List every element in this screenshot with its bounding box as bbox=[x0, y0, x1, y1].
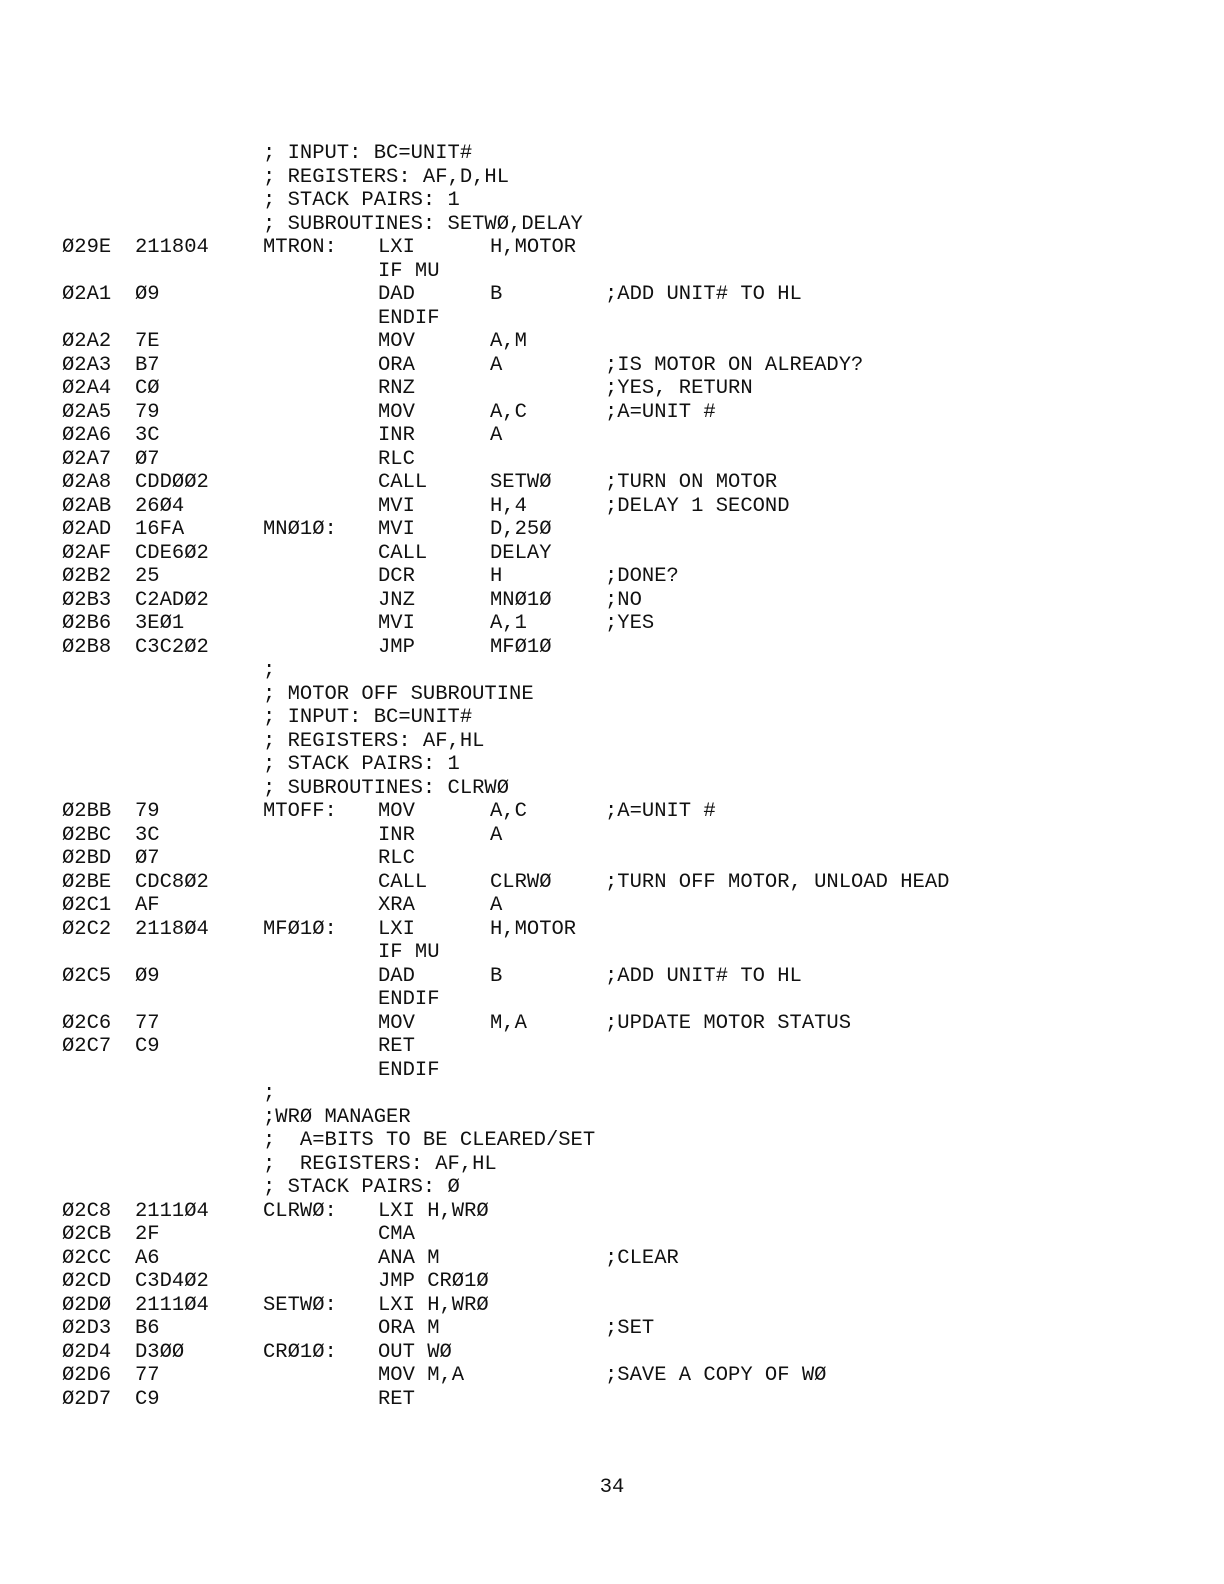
line-address: Ø2A4 bbox=[62, 377, 112, 400]
line-opcode-bytes: 7E bbox=[135, 330, 160, 353]
line-address: Ø2AD bbox=[62, 518, 112, 541]
line-address: Ø2D4 bbox=[62, 1340, 112, 1364]
line-operand: A,C bbox=[490, 400, 527, 424]
line-opcode-bytes: 211804 bbox=[135, 236, 209, 259]
line-comment: ;YES, RETURN bbox=[605, 377, 753, 400]
line-address: Ø2D6 bbox=[62, 1364, 112, 1387]
line-mnemonic: CALL bbox=[378, 541, 428, 565]
line-opcode-bytes: AF bbox=[135, 894, 160, 917]
line-comment: ;YES bbox=[605, 612, 655, 635]
line-opcode-bytes: 2111Ø4 bbox=[135, 1293, 209, 1317]
line-mnemonic: LXI bbox=[378, 236, 415, 259]
line-opcode-bytes: A6 bbox=[135, 1246, 160, 1270]
line-opcode-bytes: 26Ø4 bbox=[135, 494, 185, 518]
line-opcode-bytes: C3D4Ø2 bbox=[135, 1270, 209, 1293]
listing-comment-line: ; SUBROUTINES: SETWØ,DELAY bbox=[263, 212, 583, 236]
line-operand: H,MOTOR bbox=[490, 236, 577, 259]
line-mnemonic: MVI bbox=[378, 494, 415, 518]
line-mnemonic: LXI H,WRØ bbox=[378, 1199, 489, 1223]
line-comment: ;NO bbox=[605, 588, 642, 612]
line-operand: SETWØ bbox=[490, 471, 552, 494]
listing-comment-line: ; MOTOR OFF SUBROUTINE bbox=[263, 682, 534, 706]
line-label: MFØ1Ø: bbox=[263, 917, 337, 941]
line-address: Ø2C8 bbox=[62, 1199, 112, 1223]
line-mnemonic: RLC bbox=[378, 447, 415, 471]
line-label: MNØ1Ø: bbox=[263, 518, 337, 541]
page-number: 34 bbox=[599, 1476, 625, 1499]
line-mnemonic: LXI H,WRØ bbox=[378, 1293, 489, 1317]
line-comment: ;A=UNIT # bbox=[605, 800, 716, 823]
line-address: Ø2B2 bbox=[62, 565, 112, 588]
line-opcode-bytes: Ø7 bbox=[135, 447, 160, 471]
line-address: Ø2A2 bbox=[62, 330, 112, 353]
line-operand: H,MOTOR bbox=[490, 917, 577, 941]
listing-comment-line: ; SUBROUTINES: CLRWØ bbox=[263, 776, 510, 800]
line-operand: H bbox=[490, 565, 503, 588]
line-opcode-bytes: C9 bbox=[135, 1035, 160, 1058]
line-mnemonic: MOV bbox=[378, 800, 415, 823]
line-operand: MFØ1Ø bbox=[490, 635, 552, 659]
line-comment: ;ADD UNIT# TO HL bbox=[605, 964, 802, 988]
line-opcode-bytes: 2F bbox=[135, 1223, 160, 1246]
line-address: Ø2C5 bbox=[62, 964, 112, 988]
line-opcode-bytes: 16FA bbox=[135, 518, 185, 541]
listing-comment-line: ; INPUT: BC=UNIT# bbox=[263, 142, 473, 165]
line-address: Ø2BC bbox=[62, 823, 112, 847]
line-operand: B bbox=[490, 283, 503, 306]
line-operand: MNØ1Ø bbox=[490, 588, 552, 612]
line-label: MTRON: bbox=[263, 236, 337, 259]
line-address: Ø2C1 bbox=[62, 894, 112, 917]
line-mnemonic: ORA bbox=[378, 353, 415, 377]
line-address: Ø2C6 bbox=[62, 1011, 112, 1035]
line-mnemonic: RNZ bbox=[378, 377, 415, 400]
line-mnemonic: ENDIF bbox=[378, 988, 440, 1011]
line-address: Ø2A3 bbox=[62, 353, 112, 377]
line-address: Ø2BB bbox=[62, 800, 112, 823]
line-comment: ;TURN ON MOTOR bbox=[605, 471, 778, 494]
listing-comment-line: ; STACK PAIRS: Ø bbox=[263, 1176, 460, 1199]
line-address: Ø2CC bbox=[62, 1246, 112, 1270]
line-mnemonic: MOV bbox=[378, 400, 415, 424]
line-mnemonic: OUT WØ bbox=[378, 1340, 452, 1364]
line-mnemonic: MOV M,A bbox=[378, 1364, 465, 1387]
line-address: Ø2D7 bbox=[62, 1387, 112, 1411]
line-mnemonic: ENDIF bbox=[378, 1058, 440, 1082]
line-opcode-bytes: CDC8Ø2 bbox=[135, 870, 209, 894]
line-operand: A bbox=[490, 353, 503, 377]
line-mnemonic: XRA bbox=[378, 894, 415, 917]
line-address: Ø2D3 bbox=[62, 1317, 112, 1340]
line-address: Ø2A8 bbox=[62, 471, 112, 494]
line-opcode-bytes: CDDØØ2 bbox=[135, 471, 209, 494]
line-mnemonic: IF MU bbox=[378, 941, 440, 964]
line-operand: A,C bbox=[490, 800, 527, 823]
line-opcode-bytes: 77 bbox=[135, 1364, 160, 1387]
line-comment: ;ADD UNIT# TO HL bbox=[605, 283, 802, 306]
line-mnemonic: CALL bbox=[378, 870, 428, 894]
line-opcode-bytes: C2ADØ2 bbox=[135, 588, 209, 612]
line-opcode-bytes: 3C bbox=[135, 823, 160, 847]
line-comment: ;CLEAR bbox=[605, 1246, 679, 1270]
line-mnemonic: ANA M bbox=[378, 1246, 440, 1270]
line-comment: ;SET bbox=[605, 1317, 655, 1340]
line-mnemonic: MOV bbox=[378, 1011, 415, 1035]
line-mnemonic: LXI bbox=[378, 917, 415, 941]
listing-comment-line: ; bbox=[263, 1082, 276, 1105]
line-address: Ø29E bbox=[62, 236, 112, 259]
line-address: Ø2CD bbox=[62, 1270, 112, 1293]
line-comment: ;A=UNIT # bbox=[605, 400, 716, 424]
line-opcode-bytes: Ø9 bbox=[135, 283, 160, 306]
line-operand: A bbox=[490, 424, 503, 447]
line-mnemonic: DCR bbox=[378, 565, 415, 588]
line-comment: ;IS MOTOR ON ALREADY? bbox=[605, 353, 864, 377]
line-mnemonic: INR bbox=[378, 424, 415, 447]
line-address: Ø2BE bbox=[62, 870, 112, 894]
line-opcode-bytes: 3C bbox=[135, 424, 160, 447]
listing-comment-line: ; bbox=[263, 659, 276, 682]
line-mnemonic: ENDIF bbox=[378, 306, 440, 330]
line-operand: M,A bbox=[490, 1011, 527, 1035]
line-mnemonic: CALL bbox=[378, 471, 428, 494]
line-opcode-bytes: C3C2Ø2 bbox=[135, 635, 209, 659]
listing-comment-line: ; REGISTERS: AF,D,HL bbox=[263, 165, 510, 189]
line-opcode-bytes: 3EØ1 bbox=[135, 612, 185, 635]
line-opcode-bytes: 2118Ø4 bbox=[135, 917, 209, 941]
line-opcode-bytes: 2111Ø4 bbox=[135, 1199, 209, 1223]
line-comment: ;UPDATE MOTOR STATUS bbox=[605, 1011, 852, 1035]
line-address: Ø2A7 bbox=[62, 447, 112, 471]
line-address: Ø2C7 bbox=[62, 1035, 112, 1058]
listing-comment-line: ; STACK PAIRS: 1 bbox=[263, 753, 460, 776]
line-comment: ;TURN OFF MOTOR, UNLOAD HEAD bbox=[605, 870, 950, 894]
line-label: MTOFF: bbox=[263, 800, 337, 823]
line-opcode-bytes: B7 bbox=[135, 353, 160, 377]
line-address: Ø2BD bbox=[62, 847, 112, 870]
listing-comment-line: ; INPUT: BC=UNIT# bbox=[263, 706, 473, 729]
line-opcode-bytes: 25 bbox=[135, 565, 160, 588]
listing-comment-line: ; REGISTERS: AF,HL bbox=[263, 729, 485, 753]
listing-comment-line: ;WRØ MANAGER bbox=[263, 1105, 411, 1129]
line-opcode-bytes: 79 bbox=[135, 800, 160, 823]
line-mnemonic: INR bbox=[378, 823, 415, 847]
line-mnemonic: DAD bbox=[378, 283, 415, 306]
line-opcode-bytes: C9 bbox=[135, 1387, 160, 1411]
line-label: SETWØ: bbox=[263, 1293, 337, 1317]
line-operand: A,M bbox=[490, 330, 527, 353]
line-mnemonic: RET bbox=[378, 1387, 415, 1411]
line-mnemonic: MVI bbox=[378, 612, 415, 635]
line-address: Ø2AF bbox=[62, 541, 112, 565]
line-mnemonic: IF MU bbox=[378, 259, 440, 283]
line-operand: A bbox=[490, 823, 503, 847]
line-mnemonic: CMA bbox=[378, 1223, 415, 1246]
line-address: Ø2B3 bbox=[62, 588, 112, 612]
line-mnemonic: RET bbox=[378, 1035, 415, 1058]
line-address: Ø2AB bbox=[62, 494, 112, 518]
line-operand: D,25Ø bbox=[490, 518, 552, 541]
line-operand: B bbox=[490, 964, 503, 988]
line-comment: ;DELAY 1 SECOND bbox=[605, 494, 790, 518]
line-operand: CLRWØ bbox=[490, 870, 552, 894]
line-operand: DELAY bbox=[490, 541, 552, 565]
line-address: Ø2B6 bbox=[62, 612, 112, 635]
listing-comment-line: ; STACK PAIRS: 1 bbox=[263, 189, 460, 212]
line-address: Ø2C2 bbox=[62, 917, 112, 941]
line-comment: ;DONE? bbox=[605, 565, 679, 588]
line-address: Ø2A6 bbox=[62, 424, 112, 447]
line-opcode-bytes: B6 bbox=[135, 1317, 160, 1340]
line-operand: A bbox=[490, 894, 503, 917]
line-operand: A,1 bbox=[490, 612, 527, 635]
line-mnemonic: DAD bbox=[378, 964, 415, 988]
line-label: CRØ1Ø: bbox=[263, 1340, 337, 1364]
line-mnemonic: JMP bbox=[378, 635, 415, 659]
line-opcode-bytes: 77 bbox=[135, 1011, 160, 1035]
line-mnemonic: JNZ bbox=[378, 588, 415, 612]
line-label: CLRWØ: bbox=[263, 1199, 337, 1223]
line-address: Ø2A5 bbox=[62, 400, 112, 424]
line-opcode-bytes: CDE6Ø2 bbox=[135, 541, 209, 565]
line-comment: ;SAVE A COPY OF WØ bbox=[605, 1364, 827, 1387]
line-mnemonic: RLC bbox=[378, 847, 415, 870]
line-mnemonic: MVI bbox=[378, 518, 415, 541]
line-opcode-bytes: Ø7 bbox=[135, 847, 160, 870]
listing-comment-line: ; REGISTERS: AF,HL bbox=[263, 1152, 497, 1176]
line-opcode-bytes: Ø9 bbox=[135, 964, 160, 988]
line-opcode-bytes: CØ bbox=[135, 377, 160, 400]
listing-comment-line: ; A=BITS TO BE CLEARED/SET bbox=[263, 1129, 596, 1152]
line-address: Ø2DØ bbox=[62, 1293, 112, 1317]
line-mnemonic: JMP CRØ1Ø bbox=[378, 1270, 489, 1293]
line-address: Ø2CB bbox=[62, 1223, 112, 1246]
line-opcode-bytes: D3ØØ bbox=[135, 1340, 185, 1364]
line-mnemonic: MOV bbox=[378, 330, 415, 353]
line-operand: H,4 bbox=[490, 494, 527, 518]
line-mnemonic: ORA M bbox=[378, 1317, 440, 1340]
line-address: Ø2A1 bbox=[62, 283, 112, 306]
line-address: Ø2B8 bbox=[62, 635, 112, 659]
line-opcode-bytes: 79 bbox=[135, 400, 160, 424]
